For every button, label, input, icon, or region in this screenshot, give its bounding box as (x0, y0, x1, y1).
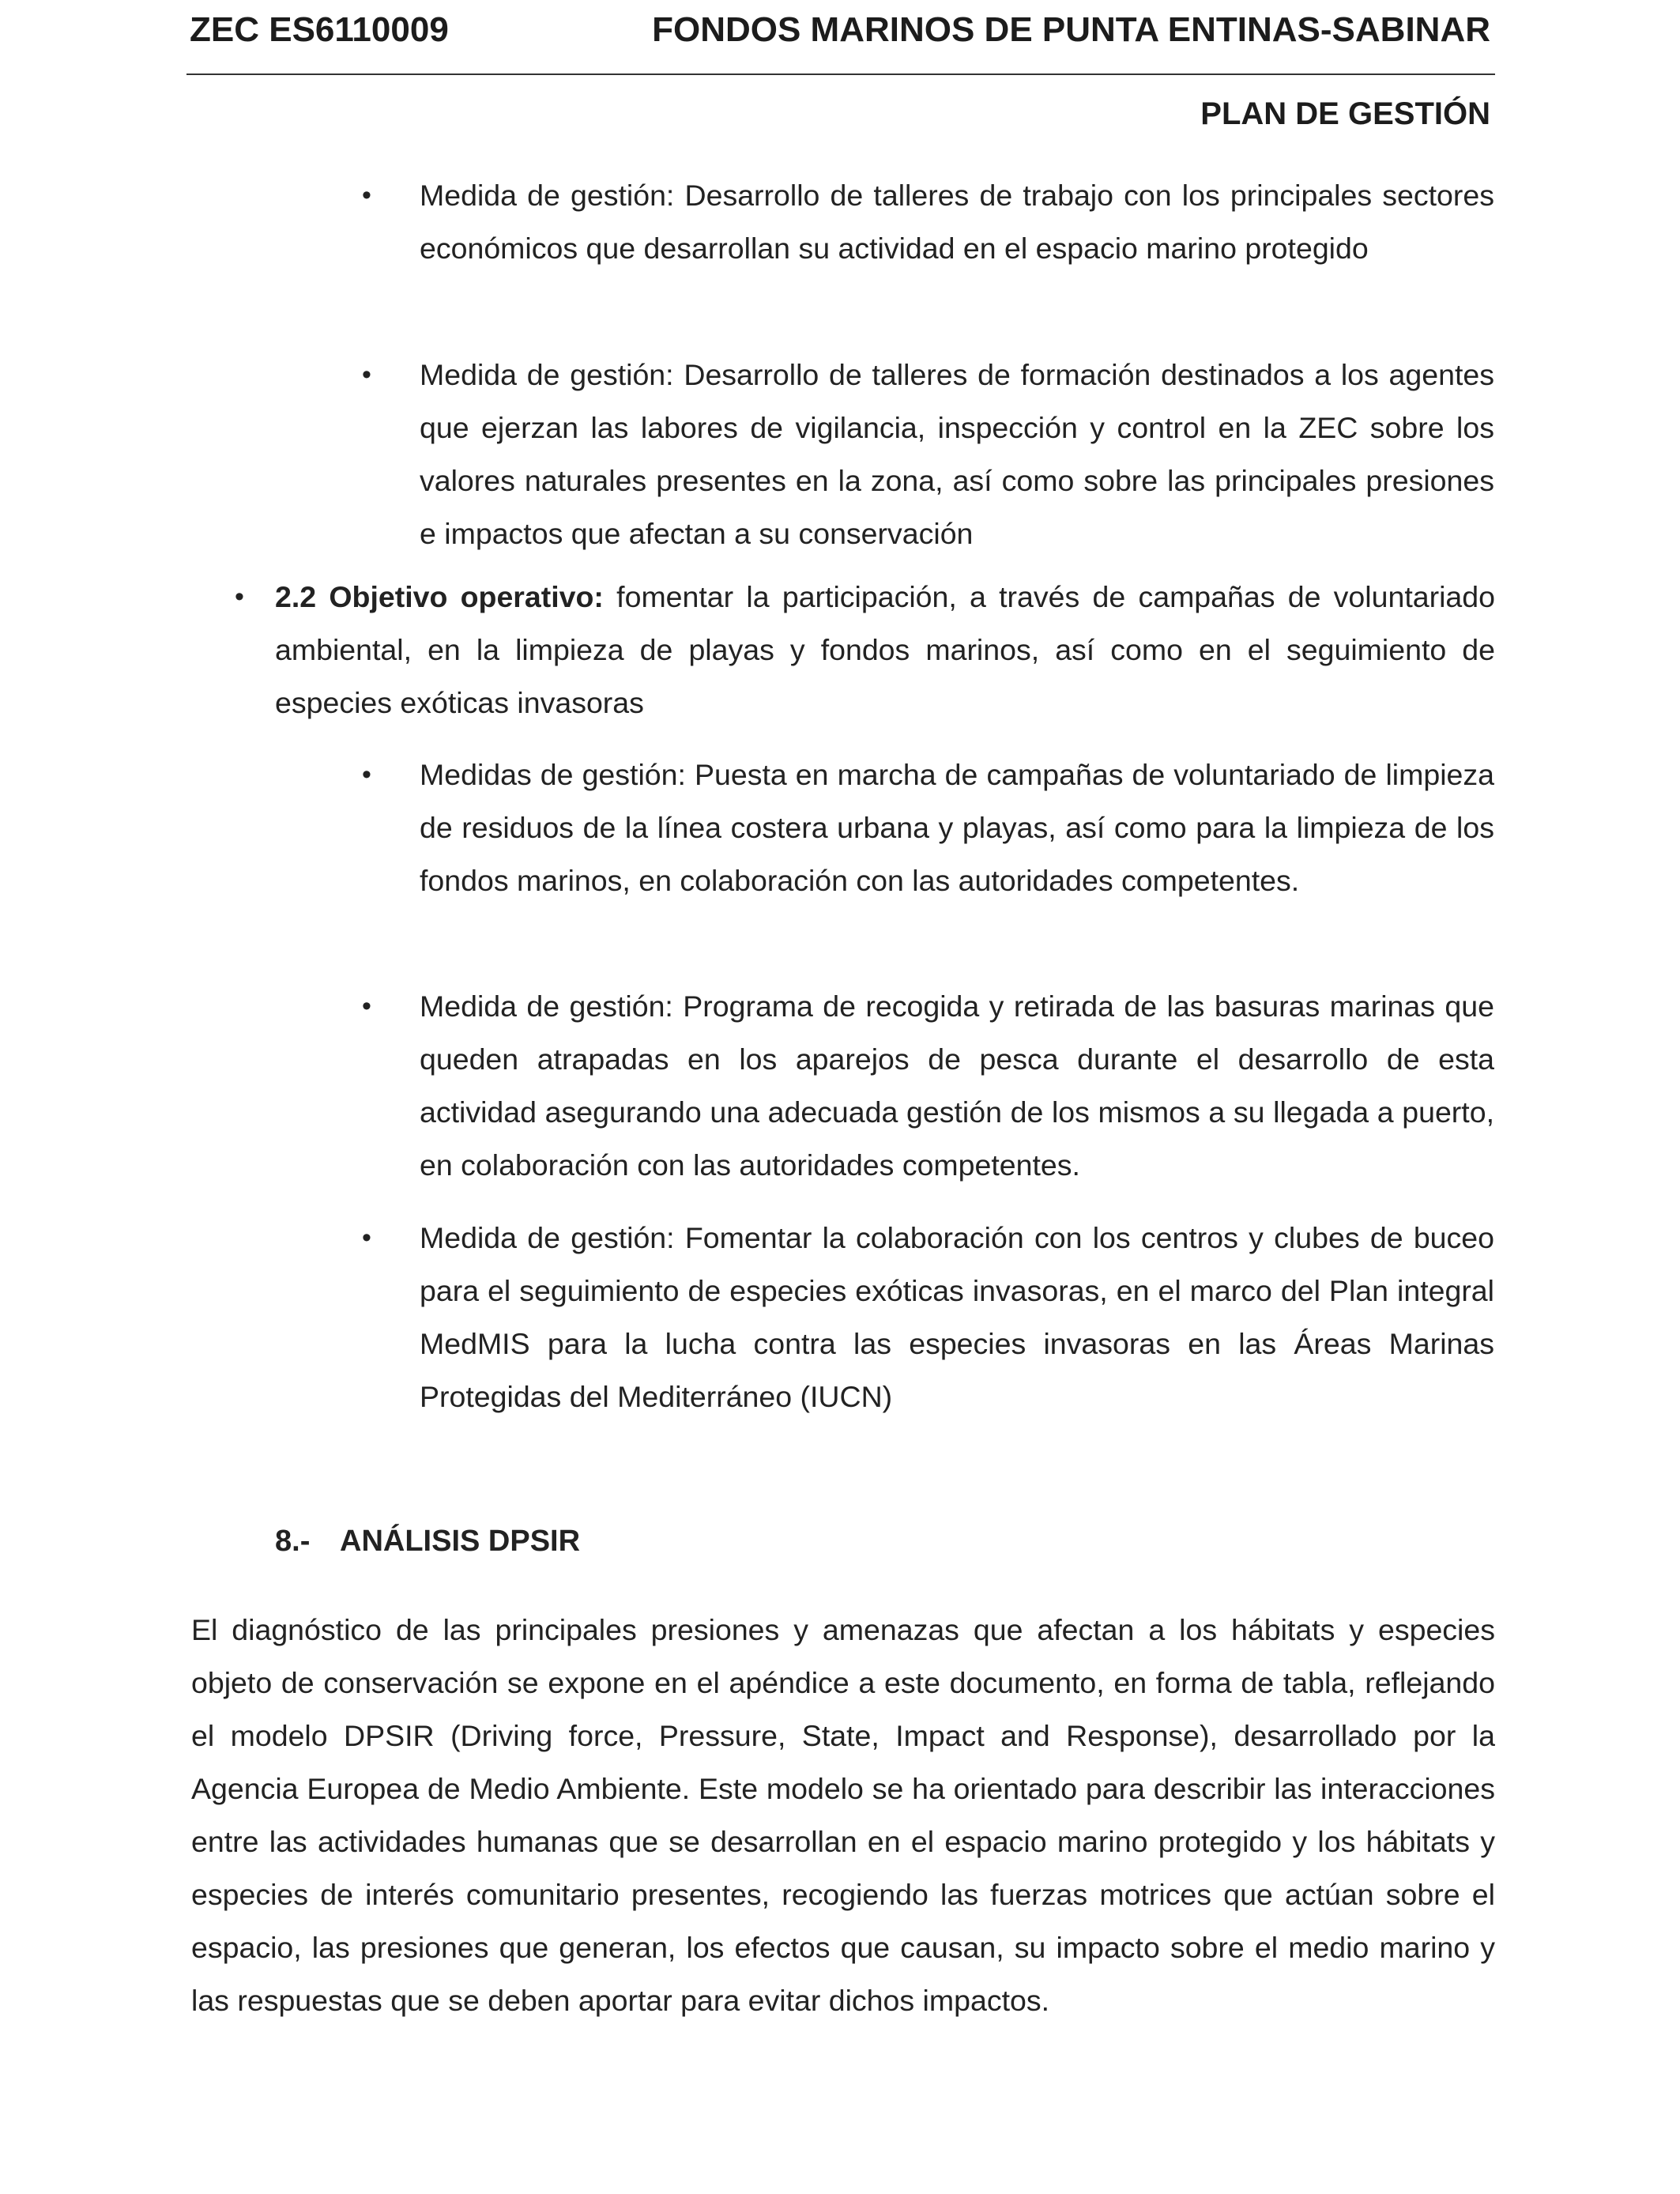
header-title: FONDOS MARINOS DE PUNTA ENTINAS-SABINAR (652, 10, 1490, 49)
header-subtitle: PLAN DE GESTIÓN (1200, 96, 1490, 131)
bullet-icon: • (362, 991, 371, 1021)
bullet-icon: • (235, 582, 244, 612)
bullet-icon: • (362, 180, 371, 210)
measure-item: Medida de gestión: Programa de recogida y retirada de las basuras marinas que queden atrapadas en los aparejos de pesca durante el desarrollo de esta actividad asegurando una adecuada gestión de los mismos a su llegada a puerto, en colaboración con las autoridades competentes. (420, 990, 1494, 1182)
measure-item: Medida de gestión: Desarrollo de talleres de trabajo con los principales sectores económicos que desarrollan su actividad en el espacio marino protegido (420, 179, 1494, 265)
section-heading (275, 1515, 580, 1568)
section-paragraph: El diagnóstico de las principales presiones y amenazas que afectan a los hábitats y especies objeto de conservación se expone en el apéndice a este documento, en forma de tabla, reflejando el modelo DPSIR (Driving force, Pressure, State, Impact and Response), desarrollado por la Agencia Europea de Medio Ambiente. Este modelo se ha orientado para describir las interacciones entre las actividades humanas que se desarrollan en el espacio marino protegido y los hábitats y especies de interés comunitario presentes, recogiendo las fuerzas motrices que actúan sobre el espacio, las presiones que generan, los efectos que causan, su impacto sobre el medio marino y las respuestas que se deben aportar para evitar dichos impactos. (191, 1613, 1495, 2017)
bullet-icon: • (362, 360, 371, 390)
measure-item: Medida de gestión: Desarrollo de talleres de formación destinados a los agentes que ejerzan las labores de vigilancia, inspección y control en la ZEC sobre los valores naturales presentes en la zona, así como sobre las principales presiones e impactos que afectan a su conservación (420, 358, 1494, 550)
section-number: 8.- (275, 1525, 311, 1558)
bullet-icon: • (362, 760, 371, 790)
section-title: ANÁLISIS DPSIR (340, 1525, 581, 1558)
objective-label: 2.2 Objetivo operativo: (275, 580, 604, 613)
header-code: ZEC ES6110009 (190, 10, 449, 49)
header-divider (186, 74, 1495, 75)
objective-text: fomentar la participación, a través de campañas de voluntariado ambiental, en la limpieza de playas y fondos marinos, así como en el seguimiento de especies exóticas invasoras (275, 580, 1495, 719)
measure-item: Medida de gestión: Fomentar la colaboración con los centros y clubes de buceo para el seguimiento de especies exóticas invasoras, en el marco del Plan integral MedMIS para la lucha contra las especies invasoras en las Áreas Marinas Protegidas del Mediterráneo (IUCN) (420, 1221, 1494, 1413)
objective-item (275, 571, 1495, 729)
bullet-icon: • (362, 1223, 371, 1253)
measure-item: Medidas de gestión: Puesta en marcha de campañas de voluntariado de limpieza de residuos de la línea costera urbana y playas, así como para la limpieza de los fondos marinos, en colaboración con las autoridades competentes. (420, 758, 1494, 897)
